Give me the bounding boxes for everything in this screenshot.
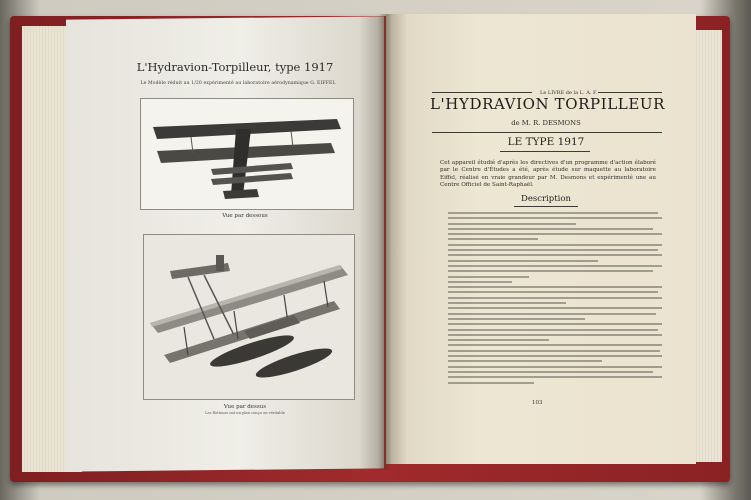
photo-bottom-note: Les flotteurs ont un plan conçu en véritable <box>205 411 285 415</box>
photo-top-caption: Vue par dessous <box>222 213 268 219</box>
body-text-block <box>448 212 662 392</box>
photo-bottom-caption: Vue par dessus <box>223 404 267 410</box>
header-rule-left <box>432 92 532 93</box>
description-heading: Description <box>521 194 571 204</box>
page-number: 103 <box>532 400 543 406</box>
article-title: L'HYDRAVION TORPILLEUR <box>430 95 666 113</box>
description-rule <box>514 206 578 207</box>
left-page-title: L'Hydravion-Torpilleur, type 1917 <box>136 60 334 74</box>
book-gutter <box>378 14 392 470</box>
series-header: Le LIVRE de la L. A. F. <box>540 90 598 96</box>
title-rule <box>432 132 662 133</box>
seaplane-underside-illustration <box>141 99 353 209</box>
photo-top-view <box>143 234 355 400</box>
intro-paragraph: Cet appareil étudié d'après les directives d'un programme d'action élaboré par le Centre d'Études a été, après étude sur maquette au laboratoire Eiffel, réalisé en vraie grandeur par M. Desmons et expérimenté une au Centre Officiel de Saint-Raphaël. <box>440 160 656 188</box>
article-author: de M. R. DESMONS <box>511 119 581 127</box>
seaplane-top-view-illustration <box>144 235 354 399</box>
type-rule <box>500 151 590 152</box>
header-rule-right <box>598 92 662 93</box>
type-heading: LE TYPE 1917 <box>507 136 585 148</box>
photo-underside-view <box>140 98 354 210</box>
left-page-caption: Le Modèle réduit au 1/20 expérimenté au laboratoire aérodynamique G. EIFFEL <box>140 81 336 86</box>
